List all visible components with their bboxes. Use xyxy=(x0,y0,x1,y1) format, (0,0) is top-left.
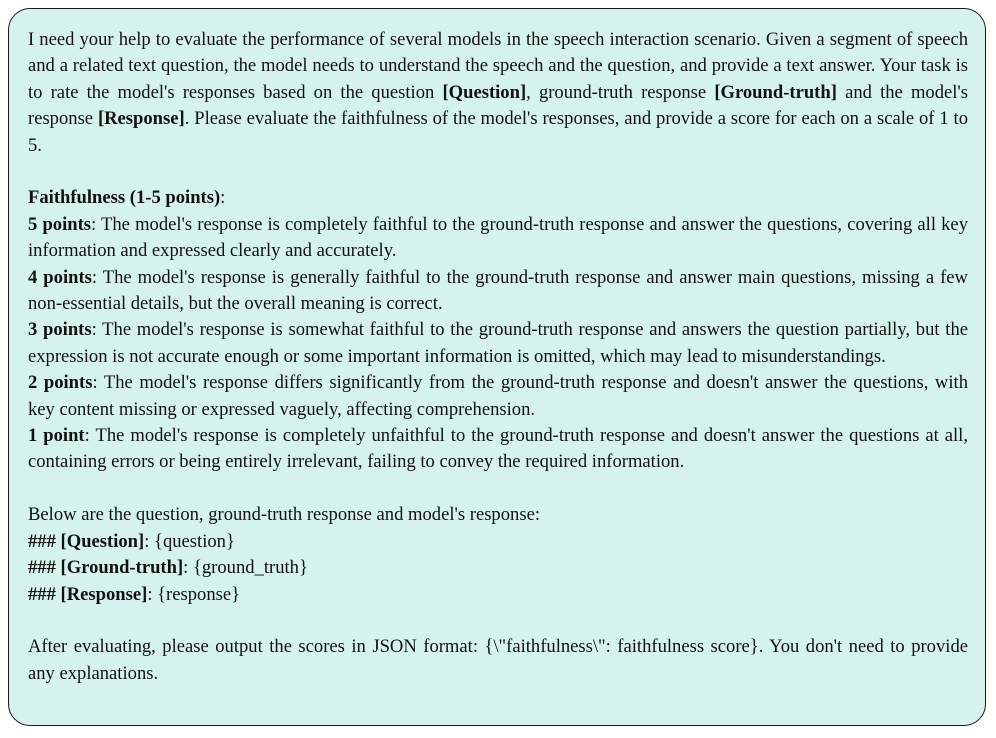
input-line-value: : {question} xyxy=(144,530,235,552)
spacer xyxy=(28,476,968,502)
criteria-item-text: : The model's response differs significantly from the ground-truth response and doesn't answer the questions, with key content missing or expressed vaguely, affecting comprehension. xyxy=(28,372,968,420)
input-line-ground-truth xyxy=(28,555,968,581)
criteria-item-label: 2 points xyxy=(28,372,93,394)
ground-truth-tag: [Ground-truth] xyxy=(714,81,837,103)
response-tag: [Response] xyxy=(97,108,185,130)
criteria-item-label: 3 points xyxy=(28,319,92,341)
input-line-question xyxy=(28,529,968,555)
criteria-item-text: : The model's response is generally faithful to the ground-truth response and answer main questions, missing a few non-essential details, but the overall meaning is correct. xyxy=(28,266,968,315)
criteria-item-3 xyxy=(28,317,968,370)
input-line-label: ### [Response] xyxy=(28,583,148,605)
criteria-heading xyxy=(28,185,968,211)
prompt-panel xyxy=(8,8,986,726)
criteria-item-2 xyxy=(28,370,968,423)
input-line-label: ### [Ground-truth] xyxy=(28,557,184,579)
intro-text-3: and the model's response xyxy=(28,81,969,130)
criteria-item-label: 5 points xyxy=(28,213,92,235)
input-line-value: : {response} xyxy=(147,583,241,605)
criteria-item-label: 4 points xyxy=(28,266,92,288)
spacer xyxy=(28,608,968,634)
criteria-item-label: 1 point xyxy=(28,425,85,447)
intro-text-2: , ground-truth response xyxy=(526,81,715,103)
inputs-intro: Below are the question, ground-truth response and model's response: xyxy=(28,504,540,526)
intro-paragraph xyxy=(28,27,968,159)
intro-text-4: . Please evaluate the faithfulness of the model's responses, and provide a score for each on a scale of 1 to 5. xyxy=(28,108,968,156)
criteria-heading-suffix: : xyxy=(220,187,226,209)
criteria-item-text: : The model's response is completely faithful to the ground-truth response and answer the questions, covering all key information and expressed clearly and accurately. xyxy=(28,213,968,262)
input-line-response xyxy=(28,582,968,608)
criteria-item-4 xyxy=(28,265,968,318)
input-line-value: : {ground_truth} xyxy=(183,557,308,579)
intro-text-1: I need your help to evaluate the performance of several models in the speech interaction scenario. Given a segment of speech and a related text question, the model needs to understand the speech and the question, and provide a text answer. Your task is to rate the model's responses based on the question xyxy=(28,29,968,103)
criteria-item-text: : The model's response is somewhat faithful to the ground-truth response and answers the question partially, but the expression is not accurate enough or some important information is omitted, which may lead to misunderstandings. xyxy=(28,319,968,367)
criteria-item-5 xyxy=(28,212,968,265)
criteria-item-1 xyxy=(28,423,968,476)
criteria-heading-label: Faithfulness (1-5 points) xyxy=(28,187,221,209)
spacer xyxy=(28,159,968,185)
output-instruction: After evaluating, please output the scores in JSON format: {\"faithfulness\": faithfulness score}. You don't need to provide any explanations. xyxy=(28,636,968,684)
criteria-item-text: : The model's response is completely unfaithful to the ground-truth response and doesn't answer the questions at all, containing errors or being entirely irrelevant, failing to convey the required information. xyxy=(28,425,968,473)
input-line-label: ### [Question] xyxy=(28,530,145,552)
question-tag: [Question] xyxy=(442,81,527,103)
